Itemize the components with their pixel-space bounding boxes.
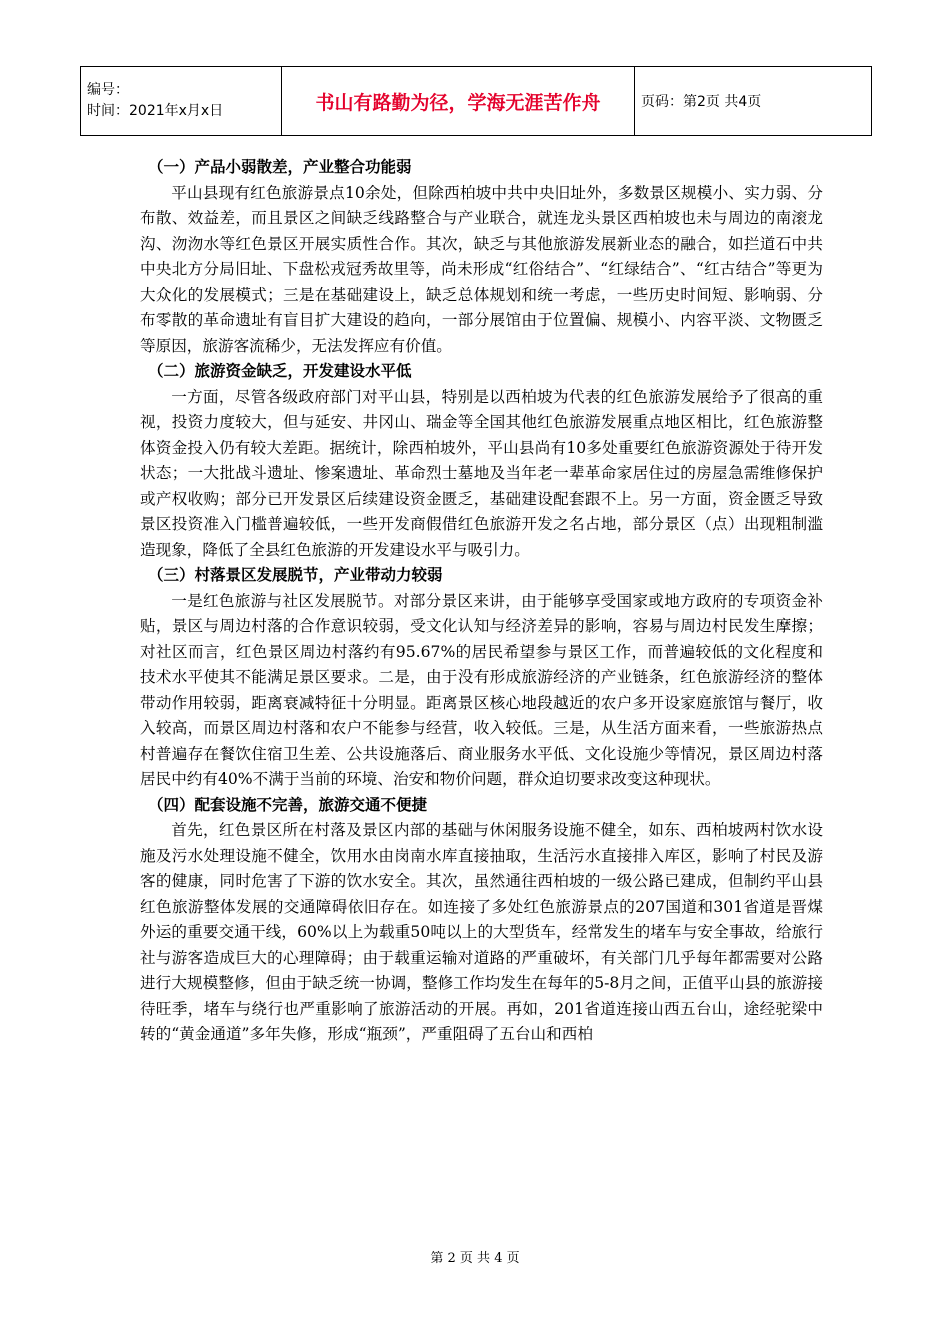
page-footer: 第 2 页 共 4 页 [430, 1251, 520, 1266]
section-paragraph: 平山县现有红色旅游景点10余处，但除西柏坡中共中央旧址外，多数景区规模小、实力弱、分布散、效益差，而且景区之间缺乏线路整合与产业联合，就连龙头景区西柏坡也未与周边的南滚龙沟、沕沕水等红色景区开展实质性合作。其次，缺乏与其他旅游发展新业态的融合，如拦道石中共中央北方分局旧址、下盘松戎冠秀故里等，尚未形成“红俗结合”、“红绿结合”、“红古结合”等更为大众化的发展模式；三是在基础建设上，缺乏总体规划和统一考虑，一些历史时间短、影响弱、分布零散的革命遗址有盲目扩大建设的趋向，一部分展馆由于位置偏、规模小、内容平淡、文物匮乏等原因，旅游客流稀少，无法发挥应有价值。 [140, 183, 823, 355]
document-number-label: 编号： [87, 82, 129, 98]
section-paragraph: 首先，红色景区所在村落及景区内部的基础与休闲服务设施不健全，如东、西柏坡两村饮水设施及污水处理设施不健全，饮用水由岗南水库直接抽取，生活污水直接排入库区，影响了村民及游客的健康，同时危害了下游的饮水安全。其次，虽然通往西柏坡的一级公路已建成，但制约平山县红色旅游整体发展的交通障碍依旧存在。如连接了多处红色旅游景点的207国道和301省道是晋煤外运的重要交通干线，60%以上为载重50吨以上的大型货车，经常发生的堵车与安全事故，给旅行社与游客造成巨大的心理障碍；由于载重运输对道路的严重破坏，有关部门几乎每年都需要对公路进行大规模整修，但由于缺乏统一协调，整修工作均发生在每年的5-8月之间，正值平山县的旅游接待旺季，堵车与绕行也严重影响了旅游活动的开展。再如，201省道连接山西五台山，途经驼梁中转的“黄金通道”多年失修，形成“瓶颈”，严重阻碍了五台山和西柏 [140, 821, 823, 1043]
header-page-label: 页码：第2页 共4页 [635, 67, 872, 136]
section-2 [140, 359, 823, 563]
document-body [140, 155, 823, 1048]
section-heading: （一）产品小弱散差，产业整合功能弱 [148, 158, 412, 176]
section-3 [140, 563, 823, 793]
section-heading: （三）村落景区发展脱节，产业带动力较弱 [148, 566, 443, 584]
section-heading: （四）配套设施不完善，旅游交通不便捷 [148, 795, 428, 814]
section-4 [140, 793, 823, 1048]
section-paragraph: 一方面，尽管各级政府部门对平山县，特别是以西柏坡为代表的红色旅游发展给予了很高的重视，投资力度较大，但与延安、井冈山、瑞金等全国其他红色旅游发展重点地区相比，红色旅游整体资金投入仍有较大差距。据统计，除西柏坡外，平山县尚有10多处重要红色旅游资源处于待开发状态；一大批战斗遗址、惨案遗址、革命烈士墓地及当年老一辈革命家居住过的房屋急需维修保护或产权收购；部分已开发景区后续建设资金匮乏，基础建设配套跟不上。另一方面，资金匮乏导致景区投资准入门槛普遍较低，一些开发商假借红色旅游开发之名占地，部分景区（点）出现粗制滥造现象，降低了全县红色旅游的开发建设水平与吸引力。 [140, 387, 823, 559]
header-meta-cell [81, 67, 282, 136]
section-1 [140, 155, 823, 359]
document-date-label: 时间：2021年x月x日 [87, 103, 224, 119]
section-paragraph: 一是红色旅游与社区发展脱节。对部分景区来讲，由于能够享受国家或地方政府的专项资金补贴，景区与周边村落的合作意识较弱，受文化认知与经济差异的影响，容易与周边村民发生摩擦；对社区而言，红色景区周边村落约有95.67%的居民希望参与景区工作，而普遍较低的文化程度和技术水平使其不能满足景区要求。二是，由于没有形成旅游经济的产业链条，红色旅游经济的整体带动作用较弱，距离衰减特征十分明显。距离景区核心地段越近的农户多开设家庭旅馆与餐厅，收入较高，而景区周边村落和农户不能参与经营，收入较低。三是，从生活方面来看，一些旅游热点村普遍存在餐饮住宿卫生差、公共设施落后、商业服务水平低、文化设施少等情况，景区周边村落居民中约有40%不满于当前的环境、治安和物价问题，群众迫切要求改变这种现状。 [140, 591, 823, 788]
section-heading: （二）旅游资金缺乏，开发建设水平低 [148, 362, 412, 380]
header-motto: 书山有路勤为径，学海无涯苦作舟 [282, 67, 635, 136]
document-header [80, 66, 872, 136]
